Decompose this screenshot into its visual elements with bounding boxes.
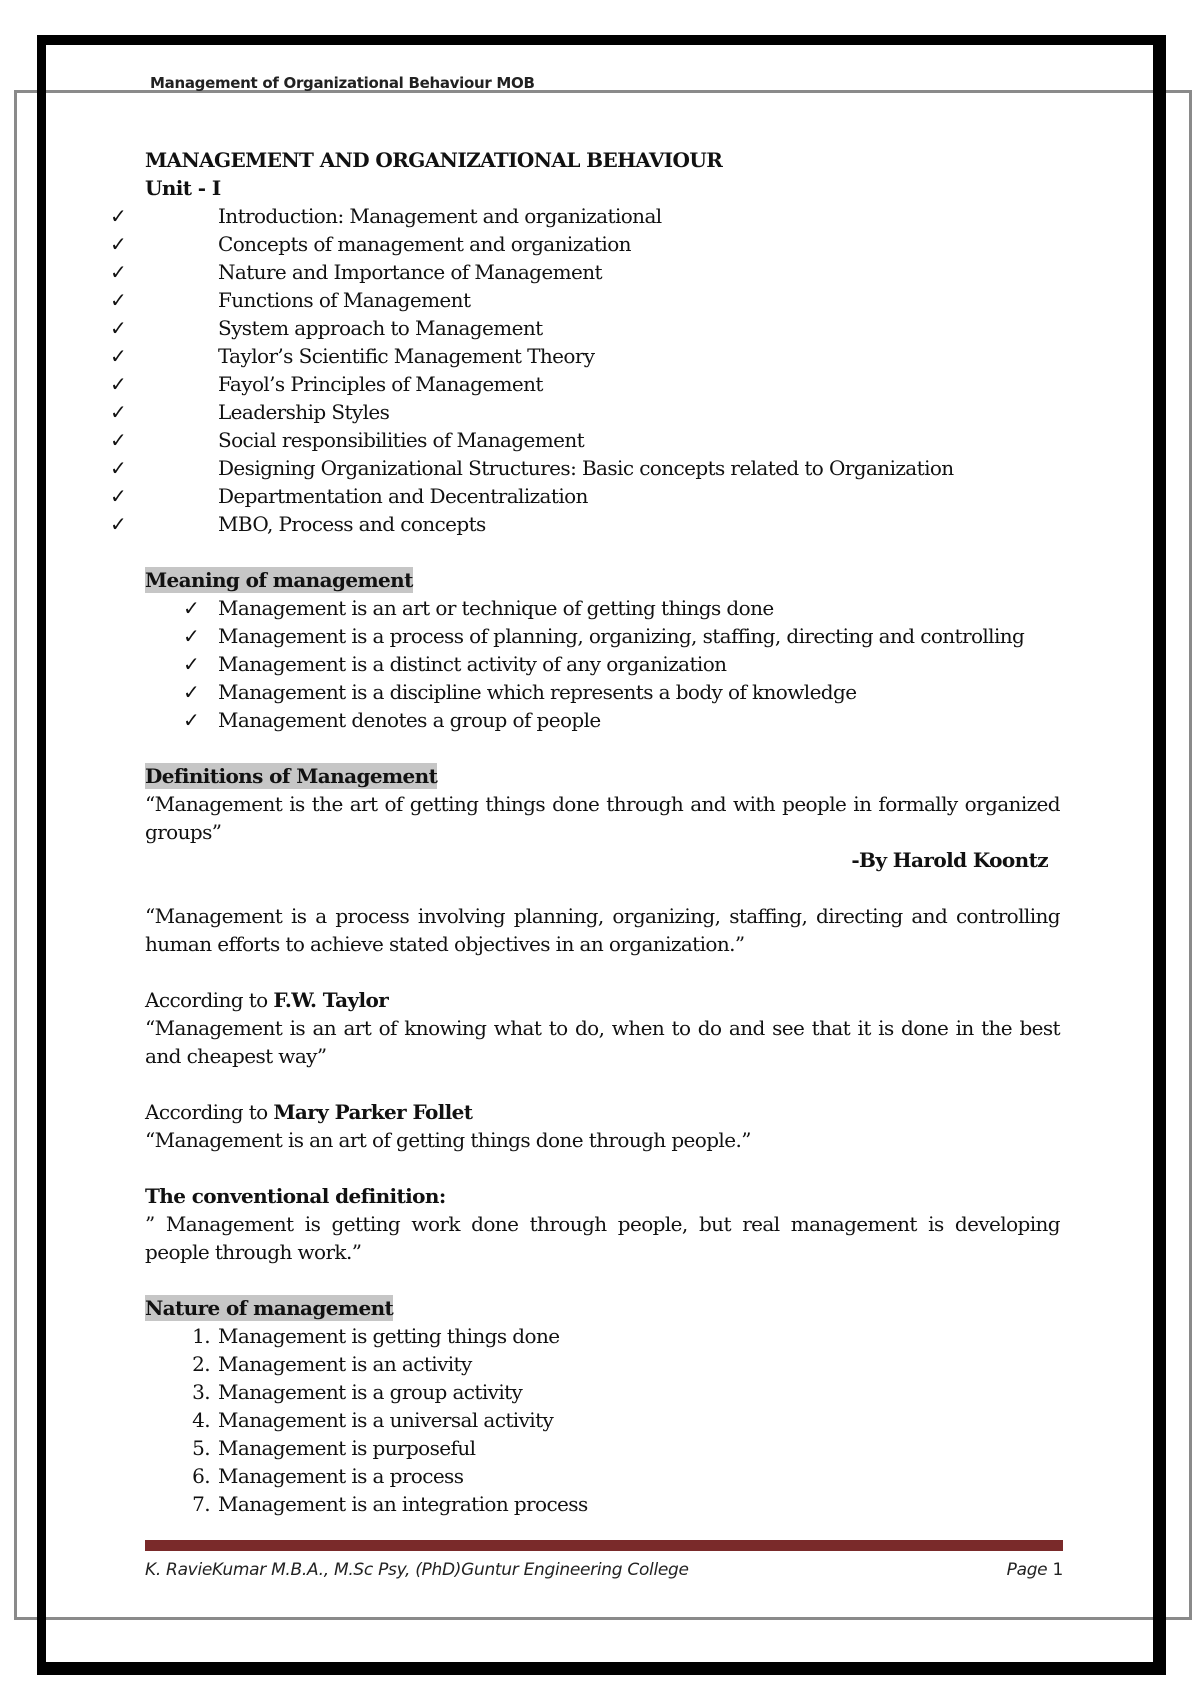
running-header: Management of Organizational Behaviour MOB bbox=[150, 74, 535, 92]
list-item: 4. Management is a universal activity bbox=[192, 1408, 554, 1432]
list-item: 6. Management is a process bbox=[192, 1464, 464, 1488]
checkmark-icon: ✓ bbox=[110, 512, 127, 536]
document-title: MANAGEMENT AND ORGANIZATIONAL BEHAVIOUR bbox=[145, 148, 723, 172]
checkmark-icon: ✓ bbox=[110, 484, 127, 508]
definitions-heading: Definitions of Management bbox=[145, 764, 438, 788]
list-item: ✓ Departmentation and Decentralization bbox=[110, 484, 588, 508]
list-item: ✓ System approach to Management bbox=[110, 316, 543, 340]
meaning-list bbox=[145, 594, 1060, 734]
page-number-label: Page 1 bbox=[1006, 1560, 1063, 1580]
footer-rule bbox=[145, 1540, 1063, 1551]
checkmark-icon: ✓ bbox=[110, 344, 127, 368]
list-item: ✓ Management is a process of planning, organizing, staffing, directing and controlling bbox=[183, 624, 1025, 648]
checkmark-icon: ✓ bbox=[110, 372, 127, 396]
checkmark-icon: ✓ bbox=[183, 652, 200, 676]
list-item: ✓ Introduction: Management and organizational bbox=[110, 204, 662, 228]
list-item: ✓ Social responsibilities of Management bbox=[110, 428, 585, 452]
checkmark-icon: ✓ bbox=[110, 428, 127, 452]
page-number: 1 bbox=[1052, 1560, 1063, 1580]
list-item: 7. Management is an integration process bbox=[192, 1492, 588, 1516]
checkmark-icon: ✓ bbox=[110, 204, 127, 228]
nature-heading: Nature of management bbox=[145, 1296, 394, 1320]
list-item: ✓ Functions of Management bbox=[110, 288, 471, 312]
checkmark-icon: ✓ bbox=[110, 316, 127, 340]
syllabus-topics-list bbox=[110, 202, 1060, 538]
list-item: ✓ Management is a distinct activity of any organization bbox=[183, 652, 727, 676]
list-item: ✓ Fayol’s Principles of Management bbox=[110, 372, 543, 396]
list-item: ✓ Management denotes a group of people bbox=[183, 708, 601, 732]
checkmark-icon: ✓ bbox=[110, 260, 127, 284]
conventional-heading: The conventional definition: bbox=[145, 1184, 446, 1208]
taylor-name: F.W. Taylor bbox=[273, 988, 389, 1012]
footer-author: K. RavieKumar M.B.A., M.Sc Psy, (PhD)Guntur Engineering College bbox=[145, 1560, 689, 1580]
conventional-quote: ” Management is getting work done through people, but real management is developing people through work.” bbox=[145, 1212, 1060, 1264]
koontz-quote: “Management is the art of getting things done through and with people in formally organized groups” bbox=[145, 792, 1060, 844]
taylor-quote: “Management is an art of knowing what to do, when to do and see that it is done in the best and cheapest way” bbox=[145, 1016, 1060, 1068]
checkmark-icon: ✓ bbox=[183, 680, 200, 704]
follet-quote: “Management is an art of getting things done through people.” bbox=[145, 1128, 751, 1152]
checkmark-icon: ✓ bbox=[110, 400, 127, 424]
list-item: ✓ Leadership Styles bbox=[110, 400, 390, 424]
checkmark-icon: ✓ bbox=[183, 596, 200, 620]
page-footer bbox=[145, 1560, 1063, 1580]
process-quote: “Management is a process involving planning, organizing, staffing, directing and controlling human efforts to achieve stated objectives in an organization.” bbox=[145, 904, 1060, 956]
checkmark-icon: ✓ bbox=[183, 708, 200, 732]
unit-label: Unit - I bbox=[145, 176, 221, 200]
list-item: 1. Management is getting things done bbox=[192, 1324, 560, 1348]
checkmark-icon: ✓ bbox=[110, 288, 127, 312]
page-content bbox=[110, 146, 1060, 1518]
follet-name: Mary Parker Follet bbox=[273, 1100, 473, 1124]
follet-label: According to Mary Parker Follet bbox=[145, 1100, 473, 1124]
list-item: ✓ Concepts of management and organization bbox=[110, 232, 631, 256]
checkmark-icon: ✓ bbox=[183, 624, 200, 648]
list-item: 2. Management is an activity bbox=[192, 1352, 472, 1376]
list-item: 3. Management is a group activity bbox=[192, 1380, 523, 1404]
koontz-attribution: -By Harold Koontz bbox=[851, 848, 1048, 872]
checkmark-icon: ✓ bbox=[110, 456, 127, 480]
list-item: 5. Management is purposeful bbox=[192, 1436, 476, 1460]
nature-list bbox=[145, 1322, 1060, 1518]
list-item: ✓ Management is an art or technique of getting things done bbox=[183, 596, 774, 620]
taylor-label: According to F.W. Taylor bbox=[145, 988, 389, 1012]
list-item: ✓ Taylor’s Scientific Management Theory bbox=[110, 344, 595, 368]
meaning-heading: Meaning of management bbox=[145, 568, 413, 592]
list-item: ✓ Nature and Importance of Management bbox=[110, 260, 602, 284]
list-item: ✓ MBO, Process and concepts bbox=[110, 512, 486, 536]
list-item: ✓ Management is a discipline which represents a body of knowledge bbox=[183, 680, 857, 704]
list-item: ✓ Designing Organizational Structures: Basic concepts related to Organization bbox=[110, 456, 954, 480]
checkmark-icon: ✓ bbox=[110, 232, 127, 256]
